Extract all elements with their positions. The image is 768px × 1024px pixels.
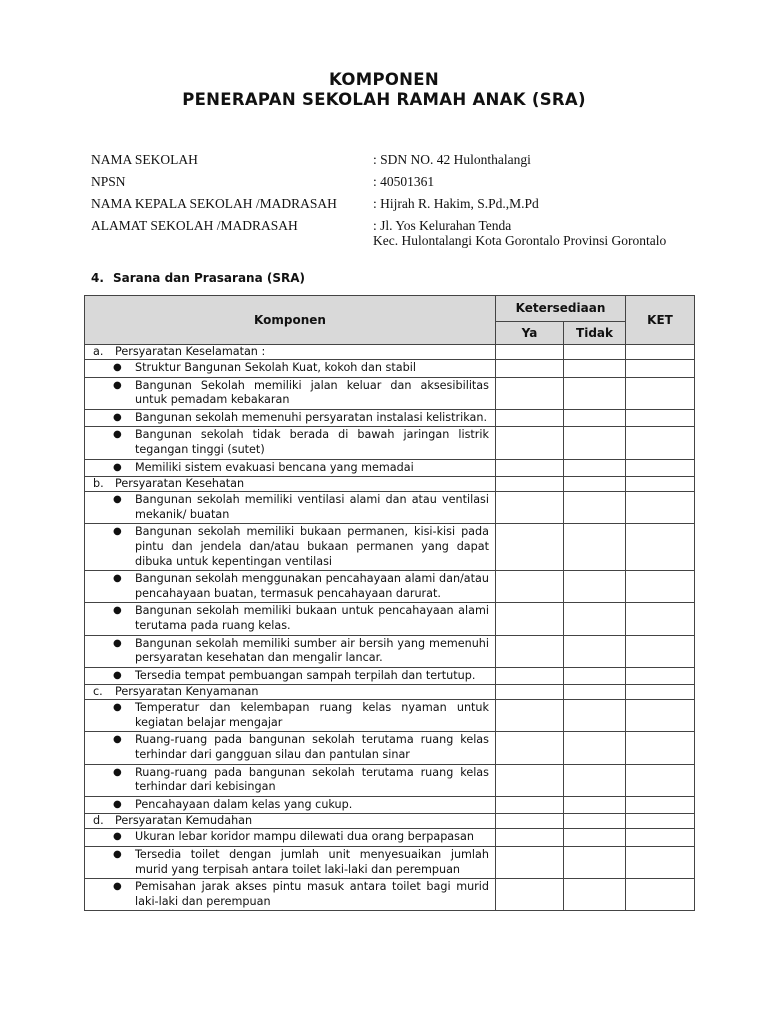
- item-row: [85, 459, 695, 477]
- tidak-cell[interactable]: [564, 847, 626, 879]
- ket-cell[interactable]: [626, 477, 695, 492]
- komponen-cell: [85, 477, 496, 492]
- category-text: Persyaratan Keselamatan :: [115, 345, 266, 358]
- item-label: [85, 524, 495, 570]
- bullet-icon: ●: [113, 702, 122, 714]
- bullet-icon: ●: [113, 362, 122, 373]
- ya-cell[interactable]: [496, 427, 564, 459]
- category-text: Persyaratan Kenyamanan: [115, 685, 259, 699]
- bullet-icon: ●: [113, 605, 122, 617]
- ket-cell[interactable]: [626, 524, 695, 571]
- category-row: [85, 345, 695, 360]
- tidak-cell[interactable]: [564, 796, 626, 814]
- item-label: [85, 460, 495, 477]
- category-text: Persyaratan Kemudahan: [115, 814, 253, 828]
- ket-cell[interactable]: [626, 360, 695, 378]
- document-subtitle: PENERAPAN SEKOLAH RAMAH ANAK (SRA): [182, 90, 586, 109]
- ya-cell[interactable]: [496, 377, 564, 409]
- header-ketersediaan: Ketersediaan: [496, 296, 626, 322]
- category-row: [85, 685, 695, 700]
- item-text: Bangunan sekolah menggunakan pencahayaan alami dan/atau pencahayaan buatan, termasuk pencahayaan darurat.: [135, 572, 489, 600]
- item-text: Temperatur dan kelembapan ruang kelas nyaman untuk kegiatan belajar mengajar: [135, 701, 489, 729]
- item-row: [85, 377, 695, 409]
- item-text: Tersedia toilet dengan jumlah unit menyesuaikan jumlah murid yang terpisah antara toilet laki-laki dan perempuan: [135, 848, 489, 876]
- ya-cell[interactable]: [496, 360, 564, 378]
- item-text: Tersedia tempat pembuangan sampah terpilah dan tertutup.: [135, 668, 476, 682]
- item-text: Bangunan sekolah memiliki bukaan permanen, kisi-kisi pada pintu dan jendela dan/atau bukaan permanen yang dapat dibuka untuk kepentingan ventilasi: [135, 525, 489, 568]
- ya-cell[interactable]: [496, 345, 564, 360]
- komponen-cell: [85, 700, 496, 732]
- tidak-cell[interactable]: [564, 571, 626, 603]
- bullet-icon: ●: [113, 881, 122, 893]
- item-row: [85, 700, 695, 732]
- komponen-cell: [85, 732, 496, 764]
- info-row-nama-sekolah: [91, 152, 731, 174]
- item-text: Bangunan sekolah tidak berada di bawah jaringan listrik tegangan tinggi (sutet): [135, 428, 489, 456]
- tidak-cell[interactable]: [564, 603, 626, 635]
- ket-cell[interactable]: [626, 764, 695, 796]
- bullet-icon: ●: [113, 849, 122, 861]
- tidak-cell[interactable]: [564, 345, 626, 360]
- info-row-kepala: [91, 196, 731, 218]
- item-row: [85, 360, 695, 378]
- ket-cell[interactable]: [626, 635, 695, 667]
- komponen-cell: [85, 492, 496, 524]
- ya-cell[interactable]: [496, 409, 564, 427]
- item-text: Pencahayaan dalam kelas yang cukup.: [135, 797, 353, 811]
- tidak-cell[interactable]: [564, 459, 626, 477]
- bullet-icon: ●: [113, 669, 122, 681]
- category-letter: c.: [93, 685, 103, 699]
- komponen-cell: [85, 796, 496, 814]
- ya-cell[interactable]: [496, 764, 564, 796]
- item-row: [85, 796, 695, 814]
- tidak-cell[interactable]: [564, 492, 626, 524]
- item-row: [85, 732, 695, 764]
- ya-cell[interactable]: [496, 814, 564, 829]
- ya-cell[interactable]: [496, 796, 564, 814]
- komponen-cell: [85, 360, 496, 378]
- item-text: Bangunan sekolah memiliki bukaan untuk pencahayaan alami terutama pada ruang kelas.: [135, 604, 489, 632]
- category-label: [85, 345, 495, 359]
- category-label: [85, 814, 495, 828]
- category-text: Persyaratan Kesehatan: [115, 477, 245, 491]
- ket-cell[interactable]: [626, 492, 695, 524]
- info-label: NAMA SEKOLAH: [91, 152, 198, 167]
- item-label: [85, 668, 495, 685]
- category-letter: a.: [93, 345, 104, 358]
- category-row: [85, 477, 695, 492]
- ket-cell[interactable]: [626, 345, 695, 360]
- komponen-cell: [85, 814, 496, 829]
- ket-cell[interactable]: [626, 879, 695, 911]
- item-row: [85, 427, 695, 459]
- komponen-cell: [85, 603, 496, 635]
- item-text: Bangunan Sekolah memiliki jalan keluar dan aksesibilitas untuk pemadam kebakaran: [135, 378, 489, 407]
- tidak-cell[interactable]: [564, 524, 626, 571]
- tidak-cell[interactable]: [564, 732, 626, 764]
- checklist-table: [84, 295, 695, 911]
- address-line-2: Kec. Hulontalangi Kota Gorontalo Provinsi Gorontalo: [373, 233, 667, 248]
- info-value: : Hijrah R. Hakim, S.Pd.,M.Pd: [373, 196, 539, 211]
- komponen-cell: [85, 685, 496, 700]
- item-row: [85, 879, 695, 911]
- ket-cell[interactable]: [626, 685, 695, 700]
- ket-cell[interactable]: [626, 667, 695, 685]
- item-label: [85, 765, 495, 796]
- tidak-cell[interactable]: [564, 685, 626, 700]
- section-heading: [91, 271, 305, 285]
- info-label: NPSN: [91, 174, 126, 189]
- item-label: [85, 847, 495, 878]
- item-text: Bangunan sekolah memiliki ventilasi alami dan atau ventilasi mekanik/ buatan: [135, 493, 489, 521]
- category-letter: b.: [93, 477, 104, 491]
- ya-cell[interactable]: [496, 685, 564, 700]
- info-value: : 40501361: [373, 174, 435, 189]
- bullet-icon: ●: [113, 766, 122, 778]
- ya-cell[interactable]: [496, 459, 564, 477]
- info-value-address: [373, 218, 666, 248]
- address-line-1: : Jl. Yos Kelurahan Tenda: [373, 218, 512, 233]
- ket-cell[interactable]: [626, 459, 695, 477]
- section-title: Sarana dan Prasarana (SRA): [113, 271, 306, 285]
- ya-cell[interactable]: [496, 524, 564, 571]
- bullet-icon: ●: [113, 526, 122, 538]
- ket-cell[interactable]: [626, 796, 695, 814]
- item-text: Ukuran lebar koridor mampu dilewati dua orang berpapasan: [135, 830, 474, 844]
- item-label: [85, 636, 495, 667]
- bullet-icon: ●: [113, 831, 122, 843]
- ya-cell[interactable]: [496, 667, 564, 685]
- item-row: [85, 764, 695, 796]
- school-info: [91, 152, 731, 256]
- tidak-cell[interactable]: [564, 635, 626, 667]
- header-ket: KET: [626, 296, 695, 345]
- komponen-cell: [85, 571, 496, 603]
- item-row: [85, 603, 695, 635]
- komponen-cell: [85, 345, 496, 360]
- item-text: Memiliki sistem evakuasi bencana yang memadai: [135, 460, 414, 474]
- info-row-npsn: [91, 174, 731, 196]
- item-label: [85, 797, 495, 814]
- item-label: [85, 410, 495, 427]
- header-komponen: Komponen: [85, 296, 496, 345]
- komponen-cell: [85, 377, 496, 409]
- item-label: [85, 571, 495, 602]
- info-label: ALAMAT SEKOLAH /MADRASAH: [91, 218, 298, 233]
- bullet-icon: ●: [113, 411, 122, 423]
- ket-cell[interactable]: [626, 571, 695, 603]
- item-row: [85, 847, 695, 879]
- komponen-cell: [85, 829, 496, 847]
- ya-cell[interactable]: [496, 700, 564, 732]
- item-text: Pemisahan jarak akses pintu masuk antara toilet bagi murid laki-laki dan perempuan: [135, 880, 489, 908]
- item-label: [85, 492, 495, 523]
- category-label: [85, 477, 495, 491]
- ya-cell[interactable]: [496, 571, 564, 603]
- tidak-cell[interactable]: [564, 667, 626, 685]
- komponen-cell: [85, 879, 496, 911]
- tidak-cell[interactable]: [564, 377, 626, 409]
- item-label: [85, 700, 495, 731]
- tidak-cell[interactable]: [564, 814, 626, 829]
- bullet-icon: ●: [113, 429, 122, 441]
- tidak-cell[interactable]: [564, 700, 626, 732]
- item-text: Ruang-ruang pada bangunan sekolah terutama ruang kelas terhindar dari gangguan silau dan pantulan sinar: [135, 733, 489, 762]
- item-text: Ruang-ruang pada bangunan sekolah terutama ruang kelas terhindar dari kebisingan: [135, 765, 489, 794]
- ket-cell[interactable]: [626, 427, 695, 459]
- ket-cell[interactable]: [626, 814, 695, 829]
- bullet-icon: ●: [113, 637, 122, 649]
- tidak-cell[interactable]: [564, 427, 626, 459]
- item-row: [85, 571, 695, 603]
- tidak-cell[interactable]: [564, 829, 626, 847]
- ya-cell[interactable]: [496, 635, 564, 667]
- category-row: [85, 814, 695, 829]
- komponen-cell: [85, 847, 496, 879]
- tidak-cell[interactable]: [564, 764, 626, 796]
- item-text: Struktur Bangunan Sekolah Kuat, kokoh dan stabil: [135, 361, 416, 374]
- komponen-cell: [85, 459, 496, 477]
- item-row: [85, 492, 695, 524]
- ya-cell[interactable]: [496, 603, 564, 635]
- table-body: [85, 345, 695, 911]
- bullet-icon: ●: [113, 379, 122, 391]
- ya-cell[interactable]: [496, 477, 564, 492]
- item-row: [85, 635, 695, 667]
- tidak-cell[interactable]: [564, 879, 626, 911]
- item-label: [85, 427, 495, 458]
- bullet-icon: ●: [113, 573, 122, 585]
- item-row: [85, 524, 695, 571]
- komponen-cell: [85, 635, 496, 667]
- ya-cell[interactable]: [496, 492, 564, 524]
- category-letter: d.: [93, 814, 104, 828]
- komponen-cell: [85, 667, 496, 685]
- bullet-icon: ●: [113, 494, 122, 506]
- ket-cell[interactable]: [626, 829, 695, 847]
- komponen-cell: [85, 409, 496, 427]
- item-row: [85, 667, 695, 685]
- tidak-cell[interactable]: [564, 409, 626, 427]
- bullet-icon: ●: [113, 461, 122, 473]
- ya-cell[interactable]: [496, 879, 564, 911]
- komponen-cell: [85, 524, 496, 571]
- ya-cell[interactable]: [496, 847, 564, 879]
- komponen-cell: [85, 764, 496, 796]
- ya-cell[interactable]: [496, 829, 564, 847]
- document-title: KOMPONEN: [329, 70, 439, 89]
- section-number: 4.: [91, 271, 104, 285]
- item-label: [85, 378, 495, 409]
- header-ya: Ya: [496, 321, 564, 344]
- item-row: [85, 829, 695, 847]
- ket-cell[interactable]: [626, 732, 695, 764]
- ket-cell[interactable]: [626, 377, 695, 409]
- komponen-cell: [85, 427, 496, 459]
- item-label: [85, 360, 495, 377]
- item-label: [85, 879, 495, 910]
- tidak-cell[interactable]: [564, 360, 626, 378]
- info-row-alamat: [91, 218, 731, 256]
- item-label: [85, 603, 495, 634]
- info-value: : SDN NO. 42 Hulonthalangi: [373, 152, 531, 167]
- bullet-icon: ●: [113, 798, 122, 810]
- header-tidak: Tidak: [564, 321, 626, 344]
- item-label: [85, 829, 495, 846]
- ya-cell[interactable]: [496, 732, 564, 764]
- item-row: [85, 409, 695, 427]
- ket-cell[interactable]: [626, 700, 695, 732]
- info-label: NAMA KEPALA SEKOLAH /MADRASAH: [91, 196, 337, 211]
- ket-cell[interactable]: [626, 847, 695, 879]
- item-text: Bangunan sekolah memiliki sumber air bersih yang memenuhi persyaratan kesehatan dan mengalir lancar.: [135, 636, 489, 665]
- tidak-cell[interactable]: [564, 477, 626, 492]
- item-label: [85, 732, 495, 763]
- item-text: Bangunan sekolah memenuhi persyaratan instalasi kelistrikan.: [135, 410, 487, 424]
- bullet-icon: ●: [113, 734, 122, 746]
- ket-cell[interactable]: [626, 409, 695, 427]
- ket-cell[interactable]: [626, 603, 695, 635]
- category-label: [85, 685, 495, 699]
